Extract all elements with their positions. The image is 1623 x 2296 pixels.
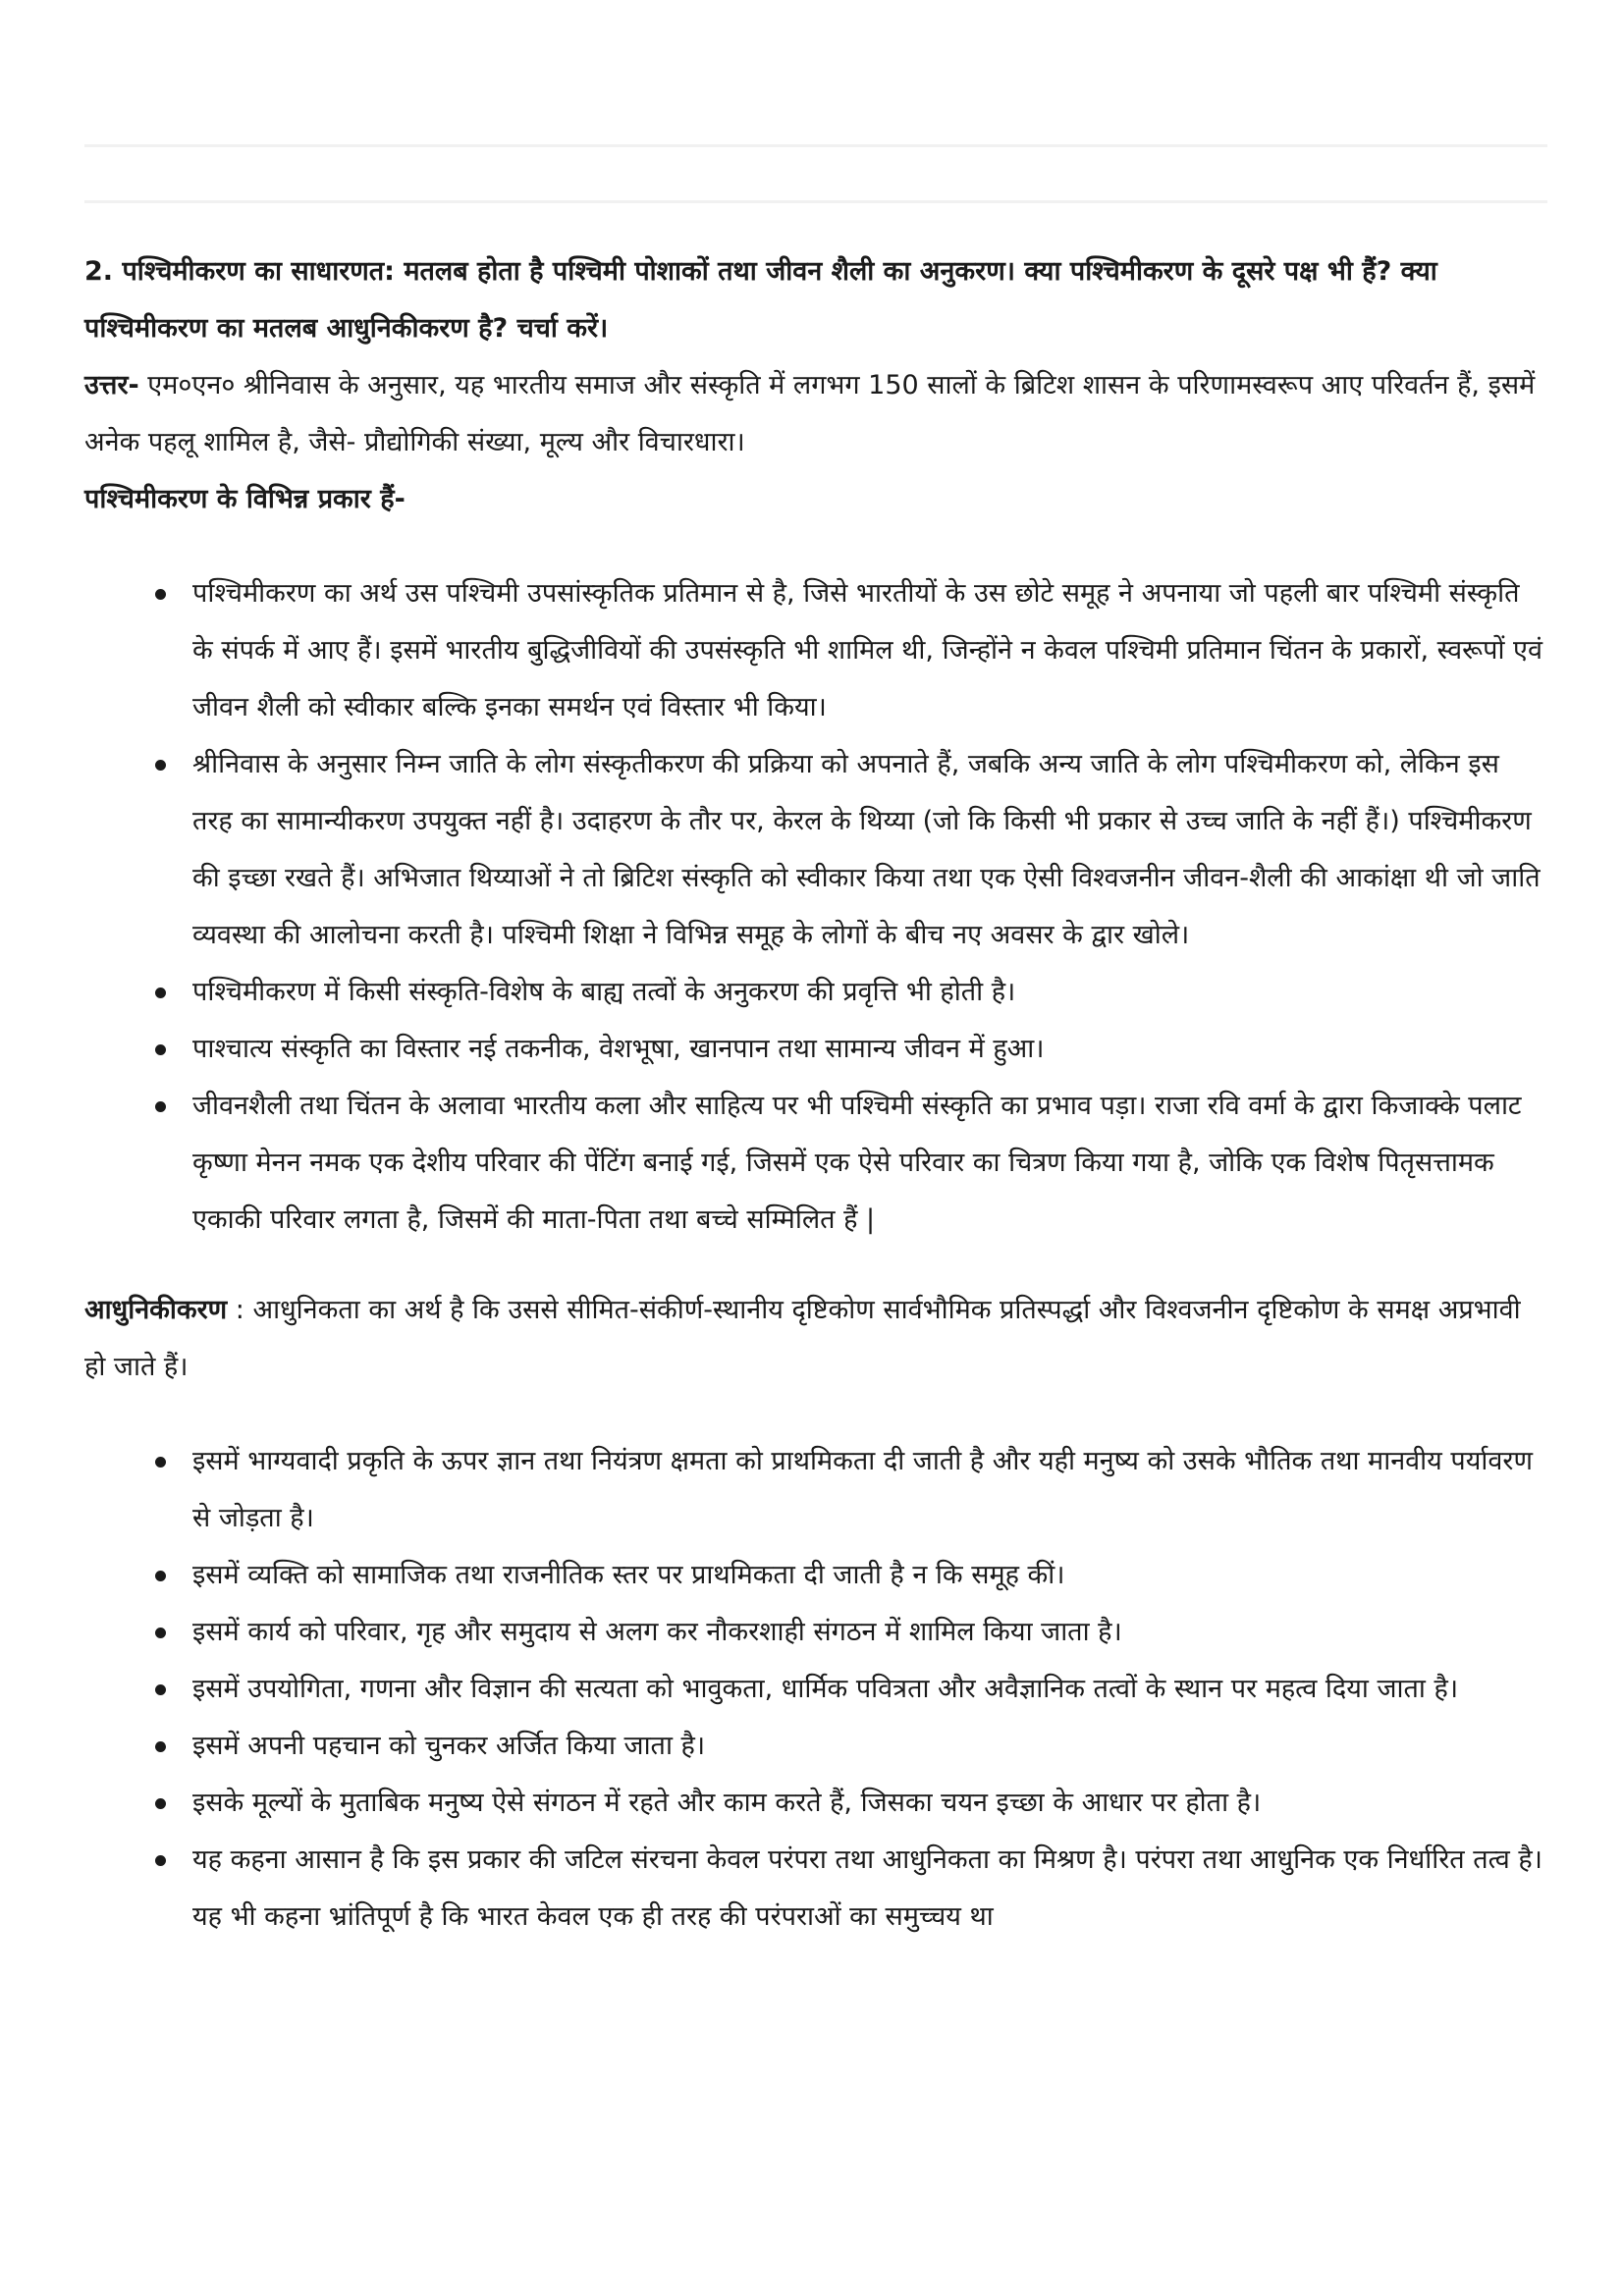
document-body <box>84 243 1547 1946</box>
list-item-text: इसके मूल्यों के मुताबिक मनुष्य ऐसे संगठन में रहते और काम करते हैं, जिसका चयन इच्छा के आधार पर होता है। <box>192 1788 1262 1818</box>
list-item-text: जीवनशैली तथा चिंतन के अलावा भारतीय कला और साहित्य पर भी पश्चिमी संस्कृति का प्रभाव पड़ा। राजा रवि वर्मा के द्वारा किजाक्के पलाट कृष्णा मेनन नमक एक देशीय परिवार की पेंटिंग बनाई गई, जिसमें एक ऐसे परिवार का चित्रण किया गया है, जोकि एक विशेष पितृसत्तामक एकाकी परिवार लगता है, जिसमें की माता-पिता तथा बच्चे सम्मिलित हैं | <box>192 1091 1522 1235</box>
list-item <box>84 1604 1547 1661</box>
bullet-icon <box>155 1044 166 1055</box>
bullet-icon <box>155 760 166 771</box>
list-item <box>84 1078 1547 1249</box>
bullet-icon <box>155 1684 166 1695</box>
answer-text: एम०एन० श्रीनिवास के अनुसार, यह भारतीय समाज और संस्कृति में लगभग 150 सालों के ब्रिटिश शासन के परिणामस्वरूप आए परिवर्तन हैं, इसमें अनेक पहलू शामिल है, जैसे- प्रौद्योगिकी संख्या, मूल्य और विचारधारा। <box>84 370 1536 457</box>
top-divider <box>84 144 1547 147</box>
list-item-text: इसमें व्यक्ति को सामाजिक तथा राजनीतिक स्तर पर प्राथमिकता दी जाती है न कि समूह कीं। <box>192 1560 1065 1590</box>
list-item <box>84 1775 1547 1832</box>
bullet-icon <box>155 1855 166 1866</box>
westernization-list <box>84 565 1547 1249</box>
bullet-icon <box>155 988 166 998</box>
list-item <box>84 1661 1547 1718</box>
list-item <box>84 1433 1547 1547</box>
list-item <box>84 1021 1547 1078</box>
list-item-text: इसमें कार्य को परिवार, गृह और समुदाय से अलग कर नौकरशाही संगठन में शामिल किया जाता है। <box>192 1617 1122 1647</box>
question-text: 2. पश्चिमीकरण का साधारणत: मतलब होता है पश्चिमी पोशाकों तथा जीवन शैली का अनुकरण। क्या पश्चिमीकरण के दूसरे पक्ष भी हैं? क्या पश्चिमीकरण का मतलब आधुनिकीकरण है? चर्चा करें। <box>84 256 1437 344</box>
bullet-icon <box>155 1628 166 1638</box>
second-divider <box>84 200 1547 203</box>
list-item <box>84 1832 1547 1946</box>
bullet-icon <box>155 1798 166 1809</box>
list-item <box>84 736 1547 964</box>
bullet-icon <box>155 1101 166 1112</box>
bullet-icon <box>155 589 166 600</box>
answer-paragraph <box>84 357 1547 471</box>
bullet-icon <box>155 1571 166 1581</box>
modernization-text: : आधुनिकता का अर्थ है कि उससे सीमित-संकीर्ण-स्थानीय दृष्टिकोण सार्वभौमिक प्रतिस्पर्द्धा और विश्वजनीन दृष्टिकोण के समक्ष अप्रभावी हो जाते हैं। <box>84 1295 1521 1382</box>
list-item-text: पश्चिमीकरण में किसी संस्कृति-विशेष के बाह्य तत्वों के अनुकरण की प्रवृत्ति भी होती है। <box>192 977 1016 1007</box>
list-item <box>84 964 1547 1021</box>
list-item-text: इसमें उपयोगिता, गणना और विज्ञान की सत्यता को भावुकता, धार्मिक पवित्रता और अवैज्ञानिक तत्वों के स्थान पर महत्व दिया जाता है। <box>192 1674 1459 1704</box>
list-item-text: यह कहना आसान है कि इस प्रकार की जटिल संरचना केवल परंपरा तथा आधुनिकता का मिश्रण है। परंपरा तथा आधुनिक एक निर्धारित तत्व है। यह भी कहना भ्रांतिपूर्ण है कि भारत केवल एक ही तरह की परंपराओं का समुच्चय था <box>192 1844 1542 1932</box>
list-item-text: इसमें अपनी पहचान को चुनकर अर्जित किया जाता है। <box>192 1731 706 1761</box>
list-item <box>84 565 1547 736</box>
list-item-text: श्रीनिवास के अनुसार निम्न जाति के लोग संस्कृतीकरण की प्रक्रिया को अपनाते हैं, जबकि अन्य जाति के लोग पश्चिमीकरण को, लेकिन इस तरह का सामान्यीकरण उपयुक्त नहीं है। उदाहरण के तौर पर, केरल के थिय्या (जो कि किसी भी प्रकार से उच्च जाति के नहीं हैं।) पश्चिमीकरण की इच्छा रखते हैं। अभिजात थिय्याओं ने तो ब्रिटिश संस्कृति को स्वीकार किया तथा एक ऐसी विश्वजनीन जीवन-शैली की आकांक्षा थी जो जाति व्यवस्था की आलोचना करती है। पश्चिमी शिक्षा ने विभिन्न समूह के लोगों के बीच नए अवसर के द्वार खोले। <box>192 749 1541 950</box>
bullet-icon <box>155 1741 166 1752</box>
list-item <box>84 1718 1547 1775</box>
list-item-text: पाश्चात्य संस्कृति का विस्तार नई तकनीक, वेशभूषा, खानपान तथा सामान्य जीवन में हुआ। <box>192 1034 1045 1064</box>
modernization-paragraph <box>84 1282 1547 1396</box>
modernization-label: आधुनिकीकरण <box>84 1295 228 1325</box>
westernization-heading: पश्चिमीकरण के विभिन्न प्रकार हैं- <box>84 484 406 514</box>
list-item-text: पश्चिमीकरण का अर्थ उस पश्चिमी उपसांस्कृतिक प्रतिमान से है, जिसे भारतीयों के उस छोटे समूह ने अपनाया जो पहली बार पश्चिमी संस्कृति के संपर्क में आए हैं। इसमें भारतीय बुद्धिजीवियों की उपसंस्कृति भी शामिल थी, जिन्होंने न केवल पश्चिमी प्रतिमान चिंतन के प्रकारों, स्वरूपों एवं जीवन शैली को स्वीकार बल्कि इनका समर्थन एवं विस्तार भी किया। <box>192 578 1542 722</box>
bullet-icon <box>155 1457 166 1468</box>
modernization-list <box>84 1433 1547 1946</box>
answer-label: उत्तर- <box>84 370 139 400</box>
list-item-text: इसमें भाग्यवादी प्रकृति के ऊपर ज्ञान तथा नियंत्रण क्षमता को प्राथमिकता दी जाती है और यही मनुष्य को उसके भौतिक तथा मानवीय पर्यावरण से जोड़ता है। <box>192 1446 1533 1533</box>
list-item <box>84 1547 1547 1604</box>
